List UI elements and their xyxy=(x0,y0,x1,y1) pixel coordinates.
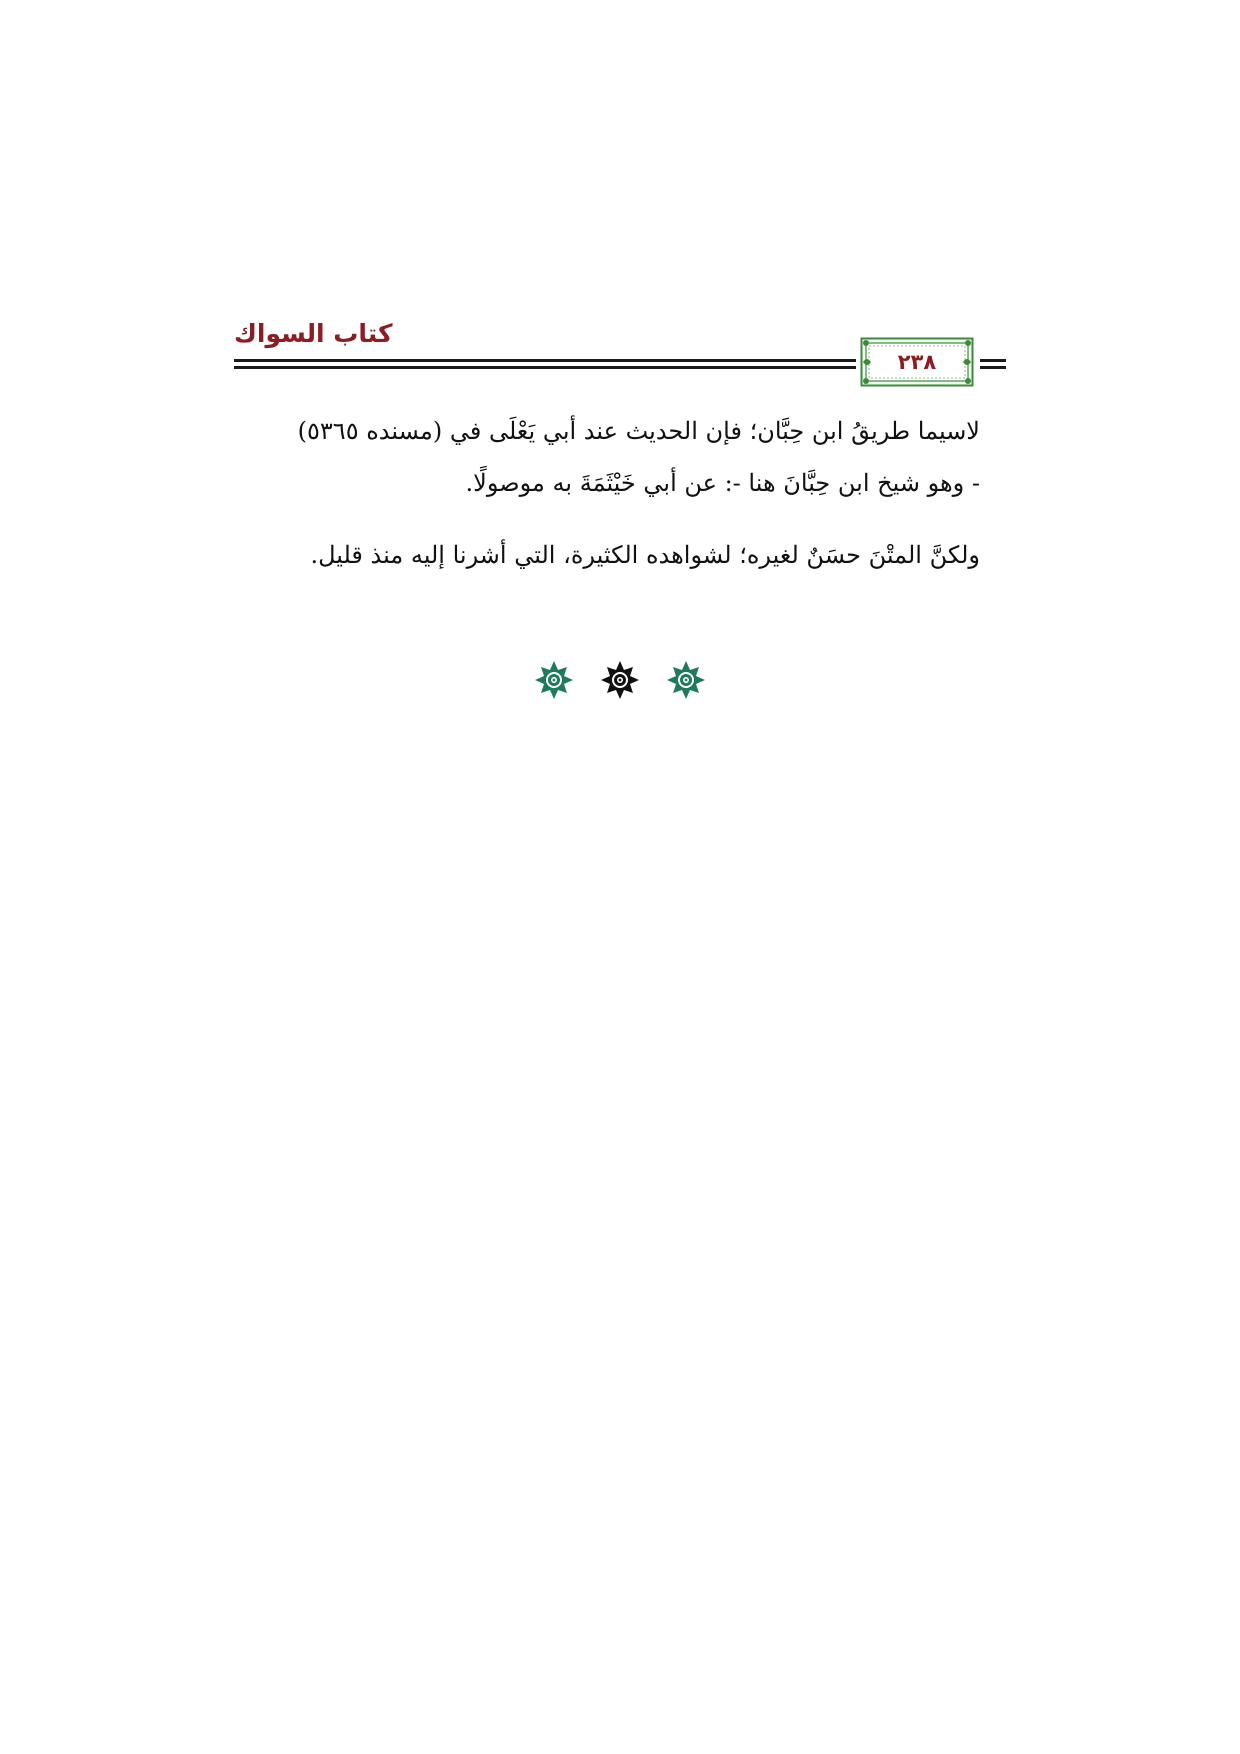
page-number: ٢٣٨ xyxy=(897,350,937,374)
paragraph-line: - وهو شيخ ابن حِبَّانَ هنا -: عن أبي خَيْثَمَةَ به موصولًا. xyxy=(465,469,980,497)
star-flower-ornament-icon xyxy=(666,660,706,700)
star-flower-ornament-icon xyxy=(600,660,640,700)
paragraph-line: ولكنَّ المتْنَ حسَنٌ لغيره؛ لشواهده الكثيرة، التي أشرنا إليه منذ قليل. xyxy=(310,541,980,569)
book-title: كتاب السواك xyxy=(234,319,393,348)
header-rule xyxy=(980,359,1006,362)
page-number-frame xyxy=(860,337,974,387)
section-end-ornaments xyxy=(534,660,706,700)
paragraph-line: لاسيما طريقُ ابن حِبَّان؛ فإن الحديث عند أبي يَعْلَى في (مسنده ٥٣٦٥) xyxy=(297,417,980,445)
star-flower-ornament-icon xyxy=(534,660,574,700)
header-rule xyxy=(980,366,1006,369)
header-rule xyxy=(234,366,856,369)
header-rule xyxy=(234,359,856,362)
